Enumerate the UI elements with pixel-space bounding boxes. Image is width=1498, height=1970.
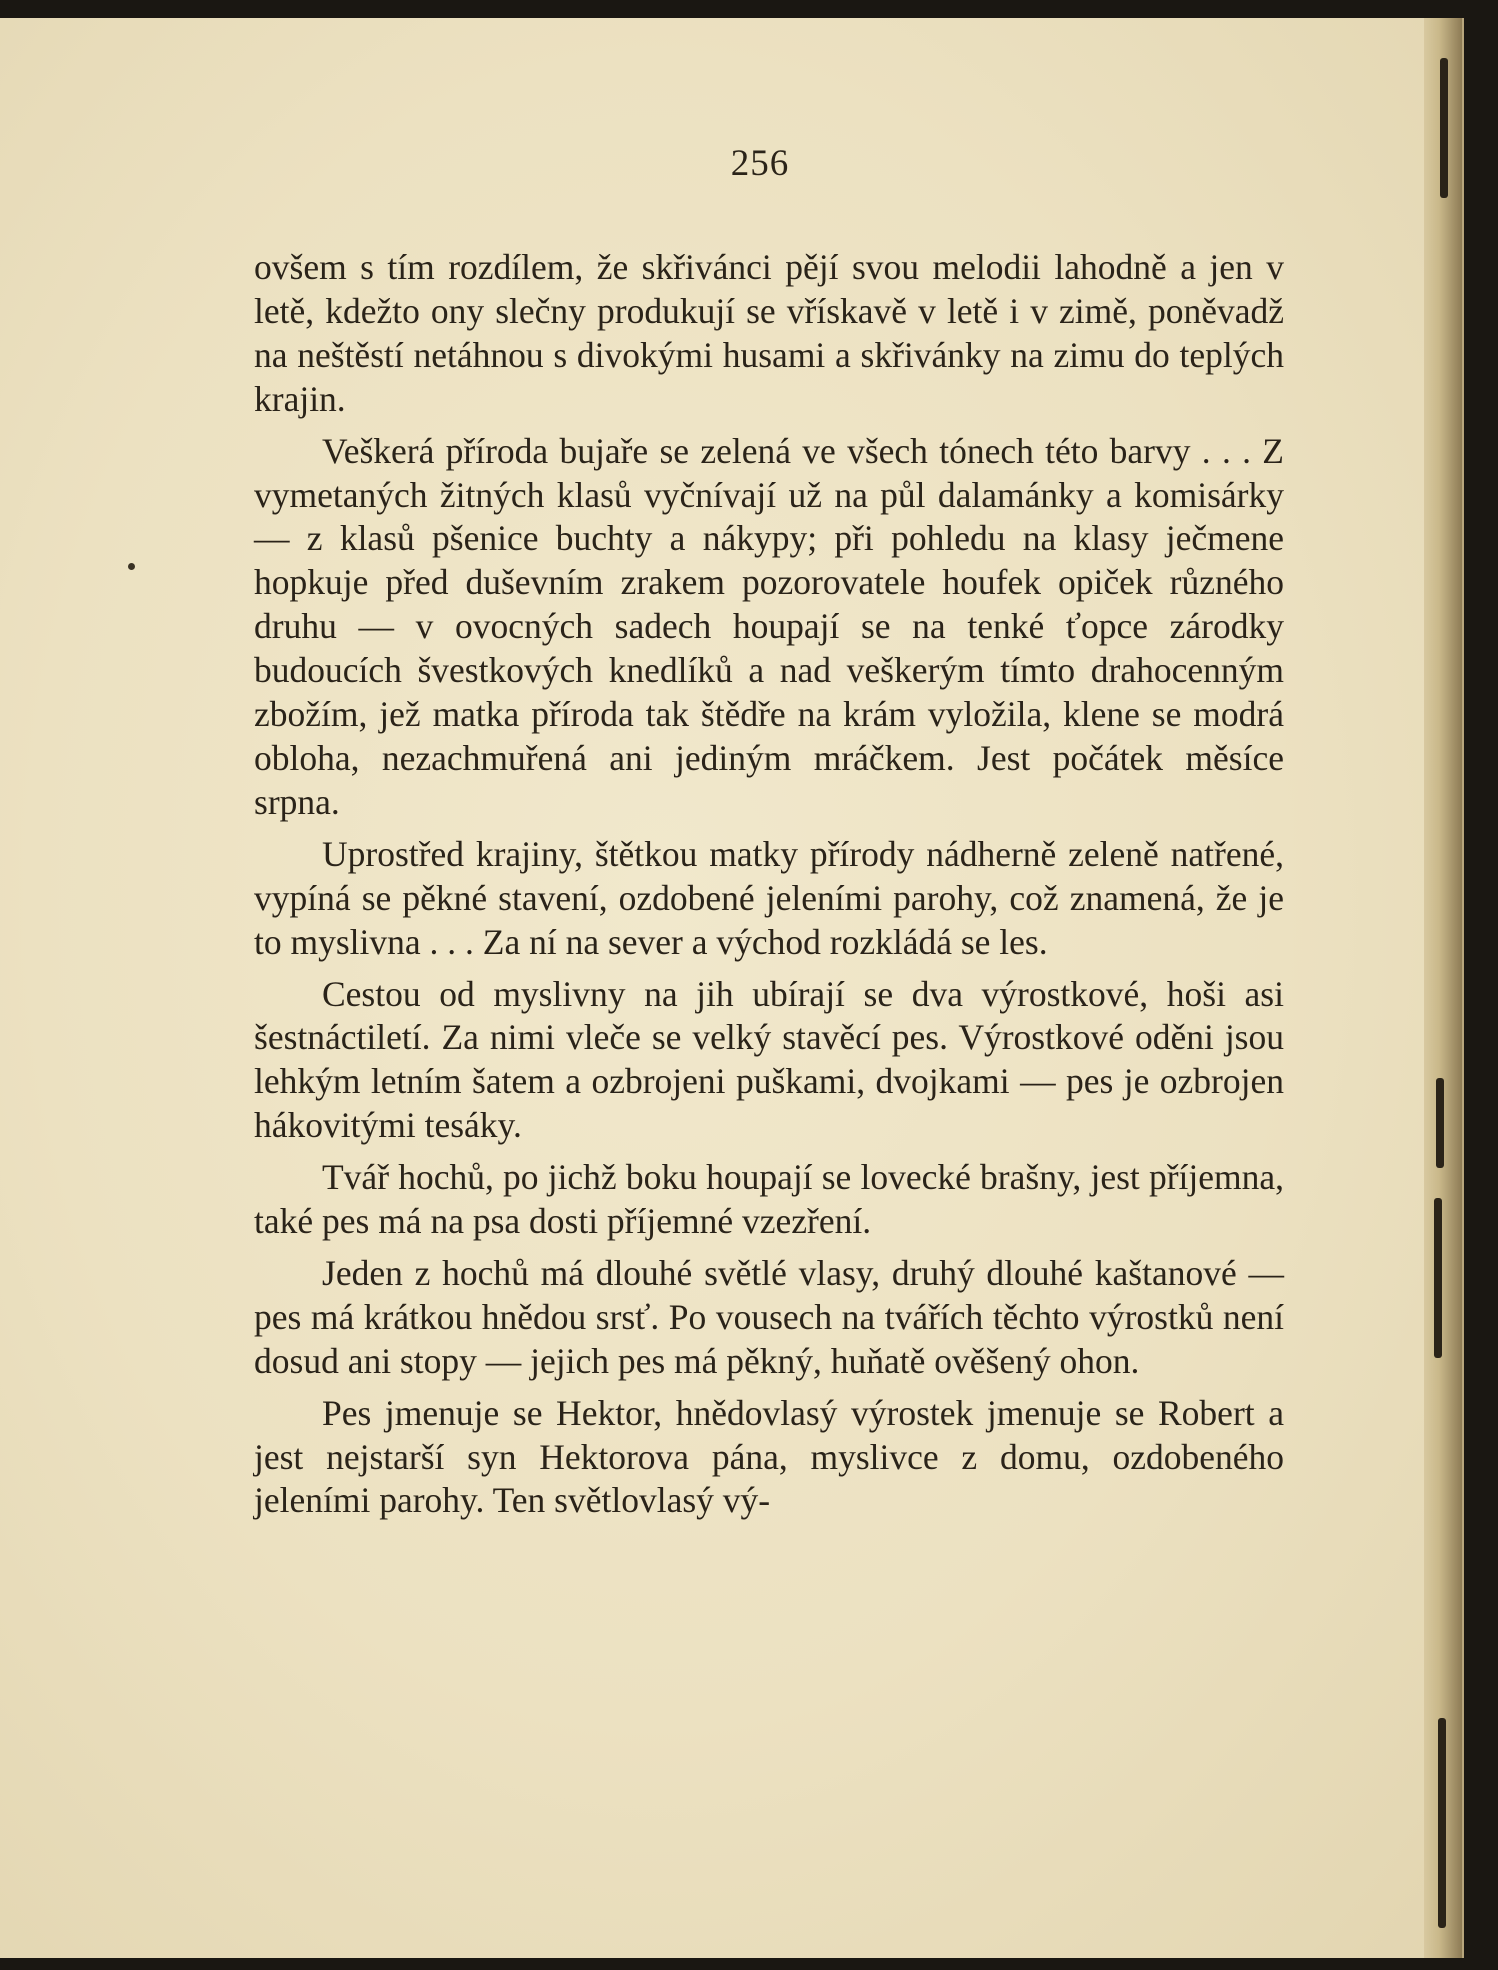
- paragraph: Pes jmenuje se Hektor, hnědovlasý výrostek jmenuje se Robert a jest nejstarší syn Hektorova pána, myslivce z domu, ozdobeného jeleními parohy. Ten světlovlasý vý-: [254, 1392, 1284, 1521]
- paragraph: Veškerá příroda bujaře se zelená ve všech tónech této barvy . . . Z vymetaných žitných klasů vyčnívají už na půl dalamánky a komisárky — z klasů pšenice buchty a nákypy; při pohledu na klasy ječmene hopkuje před duševním zrakem pozorovatele houfek opiček různého druhu — v ovocných sadech houpají se na tenké ťopce zárodky budoucích švestkových knedlíků a nad veškerým tímto drahocenným zbožím, jež matka příroda tak štědře na krám vyložila, klene se modrá obloha, nezachmuřená ani jediným mráčkem. Jest počátek měsíce srpna.: [254, 430, 1284, 822]
- page-gutter: [1424, 18, 1462, 1958]
- binding-shadow: [1434, 1198, 1442, 1358]
- binding-shadow: [1436, 1078, 1444, 1168]
- paragraph: Cestou od myslivny na jih ubírají se dva výrostkové, hoši asi šestnáctiletí. Za nimi vleče se velký stavěcí pes. Výrostkové oděni jsou lehkým letním šatem a ozbrojeni puškami, dvojkami — pes je ozbrojen hákovitými tesáky.: [254, 973, 1284, 1146]
- paragraph: Tvář hochů, po jichž boku houpají se lovecké brašny, jest příjemna, také pes má na psa dosti příjemné vzezření.: [254, 1157, 1284, 1242]
- body-text: [254, 246, 1284, 1523]
- paragraph: ovšem s tím rozdílem, že skřivánci pějí svou melodii lahodně a jen v letě, kdežto ony slečny produkují se vřískavě v letě i v zimě, poněvadž na neštěstí netáhnou s divokými husami a skřivánky na zimu do teplých krajin.: [254, 247, 1284, 419]
- paragraph: Uprostřed krajiny, štětkou matky přírody nádherně zeleně natřené, vypíná se pěkné stavení, ozdobené jeleními parohy, což znamená, že je to myslivna . . . Za ní na sever a východ rozkládá se les.: [254, 833, 1284, 962]
- binding-shadow: [1438, 1718, 1446, 1928]
- ink-speck: [128, 563, 135, 570]
- page-number: 256: [730, 143, 790, 184]
- paragraph: Jeden z hochů má dlouhé světlé vlasy, druhý dlouhé kaštanové — pes má krátkou hnědou srsť. Po vousech na tvářích těchto výrostků není dosud ani stopy — jejich pes má pěkný, huňatě ověšený ohon.: [254, 1252, 1284, 1381]
- paper-sheet: [0, 18, 1464, 1958]
